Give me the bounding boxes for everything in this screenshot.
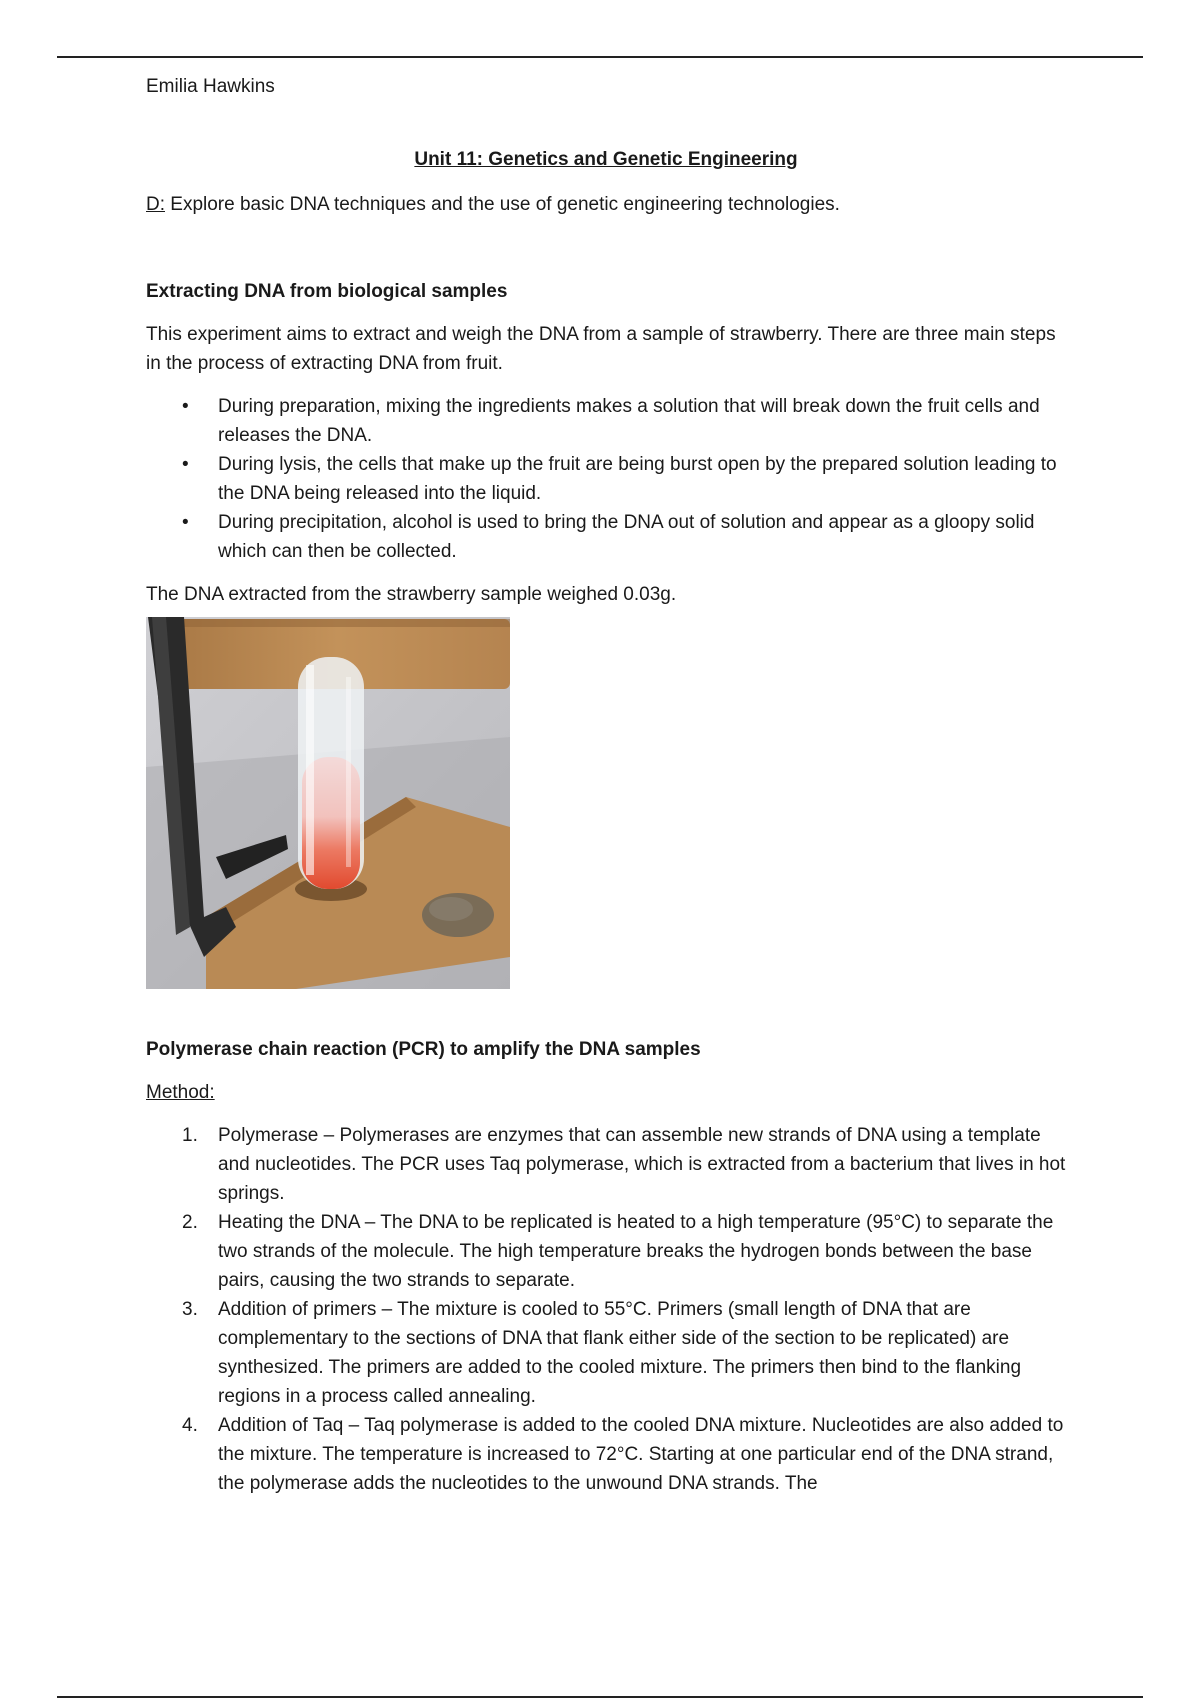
objective-code: D: [146, 194, 165, 215]
section-intro: This experiment aims to extract and weigh the DNA from a sample of strawberry. There are three main steps in the process of extracting DNA from fruit. [146, 324, 1056, 374]
document-page [146, 72, 1066, 1498]
list-item-text: During lysis, the cells that make up the fruit are being burst open by the prepared solution leading to the DNA being released into the liquid. [218, 454, 1057, 504]
objective-text: Explore basic DNA techniques and the use of genetic engineering technologies. [165, 194, 840, 215]
step-number: 2. [182, 1212, 198, 1233]
step-text: Polymerase – Polymerases are enzymes that can assemble new strands of DNA using a template and nucleotides. The PCR uses Taq polymerase, which is extracted from a bacterium that lives in hot springs. [218, 1125, 1066, 1204]
list-item-text: During preparation, mixing the ingredients makes a solution that will break down the fruit cells and releases the DNA. [218, 396, 1040, 446]
step-text: Addition of Taq – Taq polymerase is added to the cooled DNA mixture. Nucleotides are also added to the mixture. The temperature is increased to 72°C. Starting at one particular end of the DNA strand, the polymerase adds the nucleotides to the unwound DNA strands. The [218, 1415, 1064, 1494]
list-item [146, 392, 1066, 450]
footer-rule [57, 1696, 1143, 1698]
extraction-steps-list [146, 392, 1066, 566]
list-item [146, 1295, 1066, 1411]
step-text: Heating the DNA – The DNA to be replicated is heated to a high temperature (95°C) to separate the two strands of the molecule. The high temperature breaks the hydrogen bonds between the base pairs, causing the two strands to separate. [218, 1212, 1054, 1291]
section-heading-pcr: Polymerase chain reaction (PCR) to amplify the DNA samples [146, 1039, 701, 1060]
test-tube-photo [146, 617, 510, 989]
bullet-glyph: • [182, 396, 189, 417]
method-label: Method: [146, 1082, 215, 1103]
result-text: The DNA extracted from the strawberry sample weighed 0.03g. [146, 584, 677, 605]
pcr-steps-list [146, 1121, 1066, 1498]
step-number: 3. [182, 1299, 198, 1320]
bullet-glyph: • [182, 512, 189, 533]
author-name: Emilia Hawkins [146, 76, 275, 97]
list-item [146, 1411, 1066, 1498]
learning-objective [146, 190, 1066, 219]
list-item [146, 508, 1066, 566]
list-item [146, 450, 1066, 508]
list-item [146, 1121, 1066, 1208]
section-heading-extraction: Extracting DNA from biological samples [146, 281, 508, 302]
list-item-text: During precipitation, alcohol is used to bring the DNA out of solution and appear as a gloopy solid which can then be collected. [218, 512, 1035, 562]
step-number: 1. [182, 1125, 198, 1146]
step-number: 4. [182, 1415, 198, 1436]
header-rule [57, 56, 1143, 58]
step-text: Addition of primers – The mixture is cooled to 55°C. Primers (small length of DNA that are complementary to the sections of DNA that flank either side of the section to be replicated) are synthesized. The primers are added to the cooled mixture. The primers then bind to the flanking regions in a process called annealing. [218, 1299, 1022, 1407]
list-item [146, 1208, 1066, 1295]
bullet-glyph: • [182, 454, 189, 475]
page-title: Unit 11: Genetics and Genetic Engineering [414, 149, 798, 170]
